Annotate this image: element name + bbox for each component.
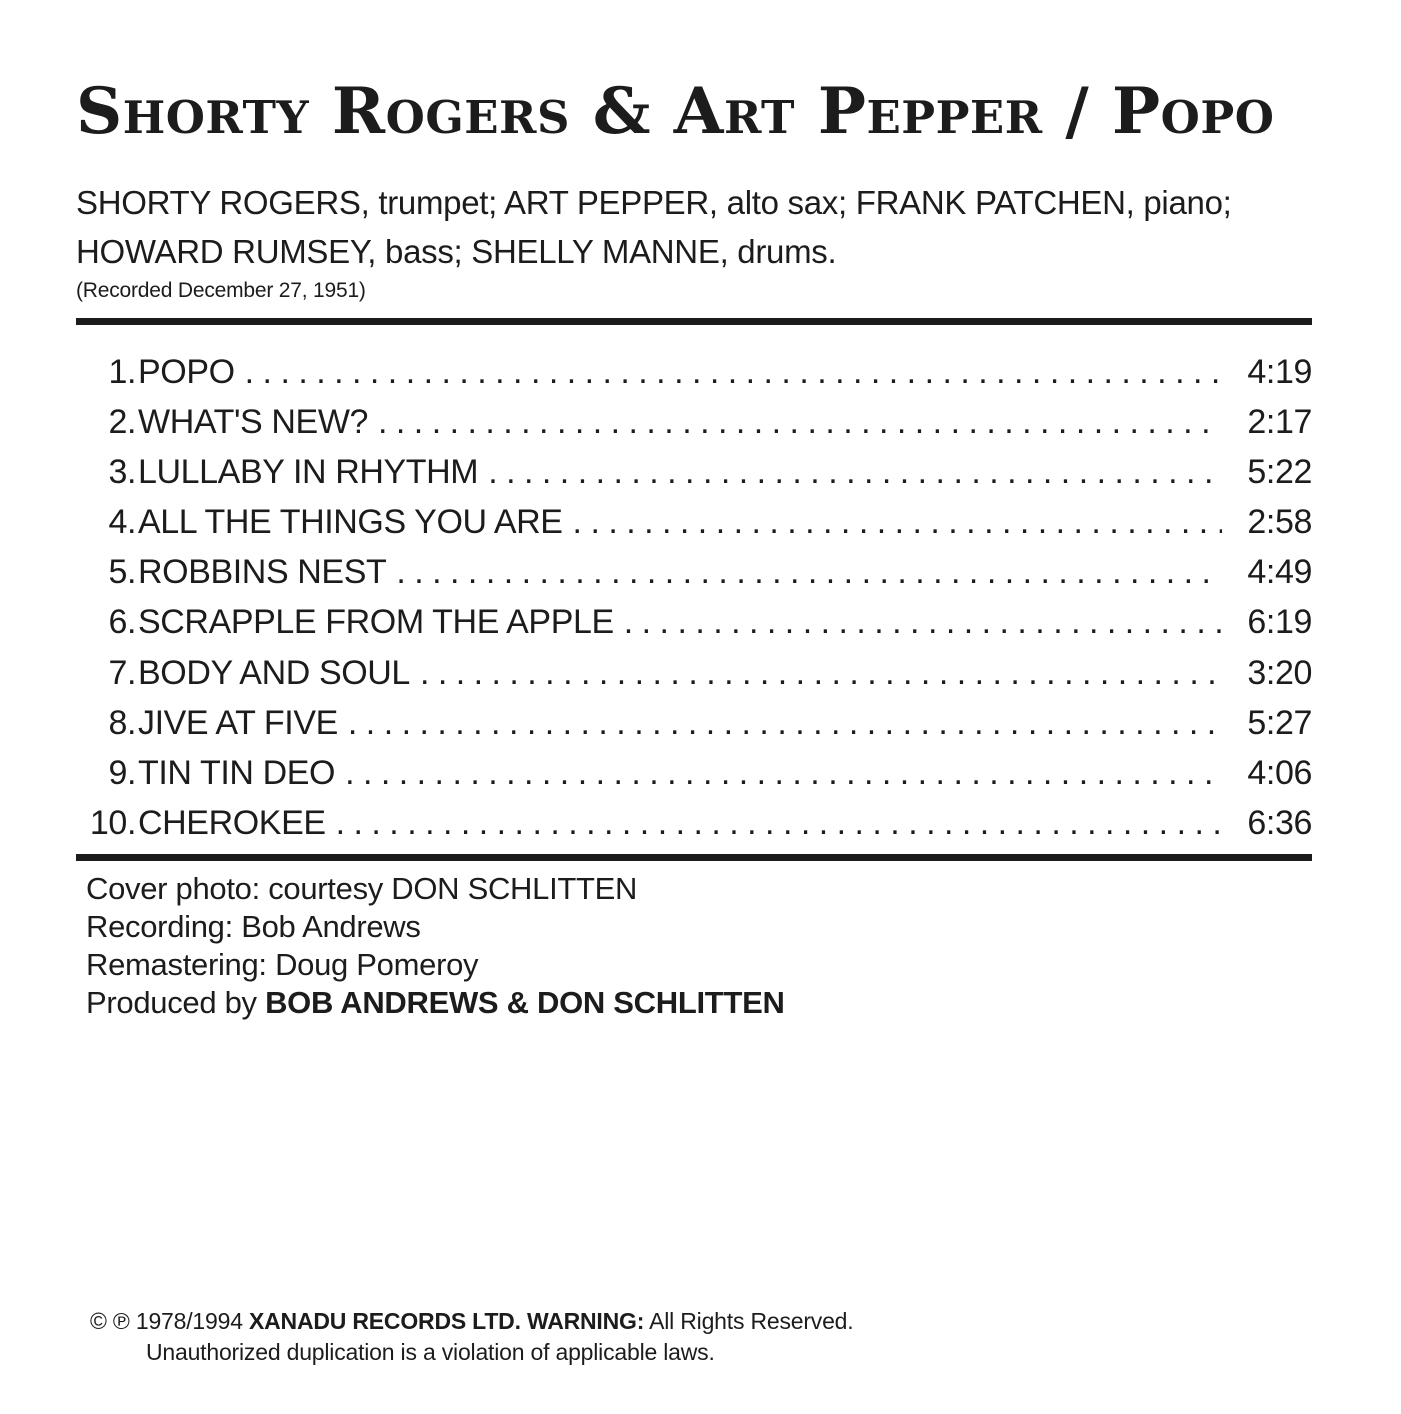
track-number: 2. (108, 403, 136, 442)
divider-top (76, 318, 1312, 325)
musician-name: ART PEPPER (504, 184, 709, 221)
dot-leader (348, 698, 1222, 748)
track-number: 8. (108, 703, 136, 742)
divider-bottom (76, 854, 1312, 861)
dot-leader (573, 497, 1222, 547)
credit-name: DON SCHLITTEN (391, 871, 638, 906)
recording-date: (Recorded December 27, 1951) (76, 279, 366, 302)
track-number: 3. (108, 453, 136, 492)
track-duration: 2:58 (1247, 503, 1312, 542)
dot-leader (420, 648, 1222, 698)
track-row (76, 347, 1312, 397)
dot-leader (378, 397, 1222, 447)
credit-label: Cover photo: courtesy (86, 871, 392, 906)
dot-leader (396, 547, 1222, 597)
track-duration: 4:19 (1247, 353, 1312, 391)
musician-role: , trumpet; (360, 184, 505, 221)
track-title: POPO (138, 353, 235, 391)
dot-leader (336, 798, 1222, 848)
track-title: SCRAPPLE FROM THE APPLE (138, 603, 614, 642)
copyright-rights: All Rights Reserved. (644, 1308, 854, 1334)
track-title: TIN TIN DEO (138, 753, 336, 792)
musician-role: , drums. (719, 233, 837, 270)
track-number: 5. (108, 553, 136, 592)
dot-leader (345, 748, 1222, 798)
track-duration: 2:17 (1247, 403, 1312, 442)
track-duration: 6:19 (1247, 603, 1312, 642)
track-number: 9. (108, 753, 136, 792)
copyright-years: 1978/1994 (135, 1308, 249, 1334)
dot-leader (245, 347, 1222, 397)
track-title: CHEROKEE (138, 803, 326, 842)
copyright-line-1 (90, 1306, 853, 1337)
track-duration: 6:36 (1247, 803, 1312, 842)
credit-produced-by (86, 984, 785, 1022)
musician-name: FRANK PATCHEN (855, 184, 1126, 221)
producer-names: BOB ANDREWS & DON SCHLITTEN (265, 985, 785, 1020)
track-row (76, 698, 1312, 748)
track-number: 1. (108, 353, 136, 391)
album-title: Shorty Rogers & Art Pepper / Popo (76, 74, 1275, 149)
track-duration: 4:06 (1247, 753, 1312, 792)
track-duration: 3:20 (1247, 653, 1312, 692)
track-number: 7. (108, 653, 136, 692)
track-number: 6. (108, 603, 136, 642)
copyright-notice (90, 1306, 853, 1368)
track-row (76, 447, 1312, 497)
track-duration: 5:27 (1247, 703, 1312, 742)
track-duration: 4:49 (1247, 553, 1312, 592)
credit-cover-photo (86, 870, 785, 908)
personnel-line-2 (76, 227, 1316, 276)
track-number: 10. (89, 803, 136, 842)
track-row (76, 798, 1312, 848)
copyright-symbols: © ℗ (90, 1308, 136, 1334)
copyright-line-2: Unauthorized duplication is a violation of applicable laws. (146, 1339, 715, 1365)
track-title: ALL THE THINGS YOU ARE (138, 503, 563, 542)
copyright-company: XANADU RECORDS LTD. WARNING: (249, 1308, 645, 1334)
track-list (76, 347, 1312, 848)
track-title: LULLABY IN RHYTHM (138, 453, 479, 492)
track-row (76, 748, 1312, 798)
credit-label: Produced by (86, 985, 266, 1020)
track-row (76, 597, 1312, 647)
track-row (76, 397, 1312, 447)
musician-role: , alto sax; (708, 184, 856, 221)
track-number: 4. (108, 503, 136, 542)
musician-name: SHELLY MANNE (471, 233, 720, 270)
musician-role: , bass; (367, 233, 472, 270)
track-title: JIVE AT FIVE (138, 703, 338, 742)
personnel-line-1 (76, 178, 1316, 227)
track-title: WHAT'S NEW? (138, 403, 369, 442)
musician-role: , piano; (1125, 184, 1232, 221)
personnel-list (76, 178, 1316, 276)
dot-leader (488, 447, 1222, 497)
track-title: BODY AND SOUL (138, 653, 410, 692)
track-row (76, 497, 1312, 547)
musician-name: HOWARD RUMSEY (76, 233, 368, 270)
track-duration: 5:22 (1247, 453, 1312, 492)
dot-leader (624, 597, 1222, 647)
musician-name: SHORTY ROGERS (76, 184, 361, 221)
track-row (76, 648, 1312, 698)
credit-remastering: Remastering: Doug Pomeroy (86, 947, 479, 982)
credit-recording: Recording: Bob Andrews (86, 909, 421, 944)
credits-block (86, 870, 785, 1022)
track-row (76, 547, 1312, 597)
track-title: ROBBINS NEST (138, 553, 387, 592)
